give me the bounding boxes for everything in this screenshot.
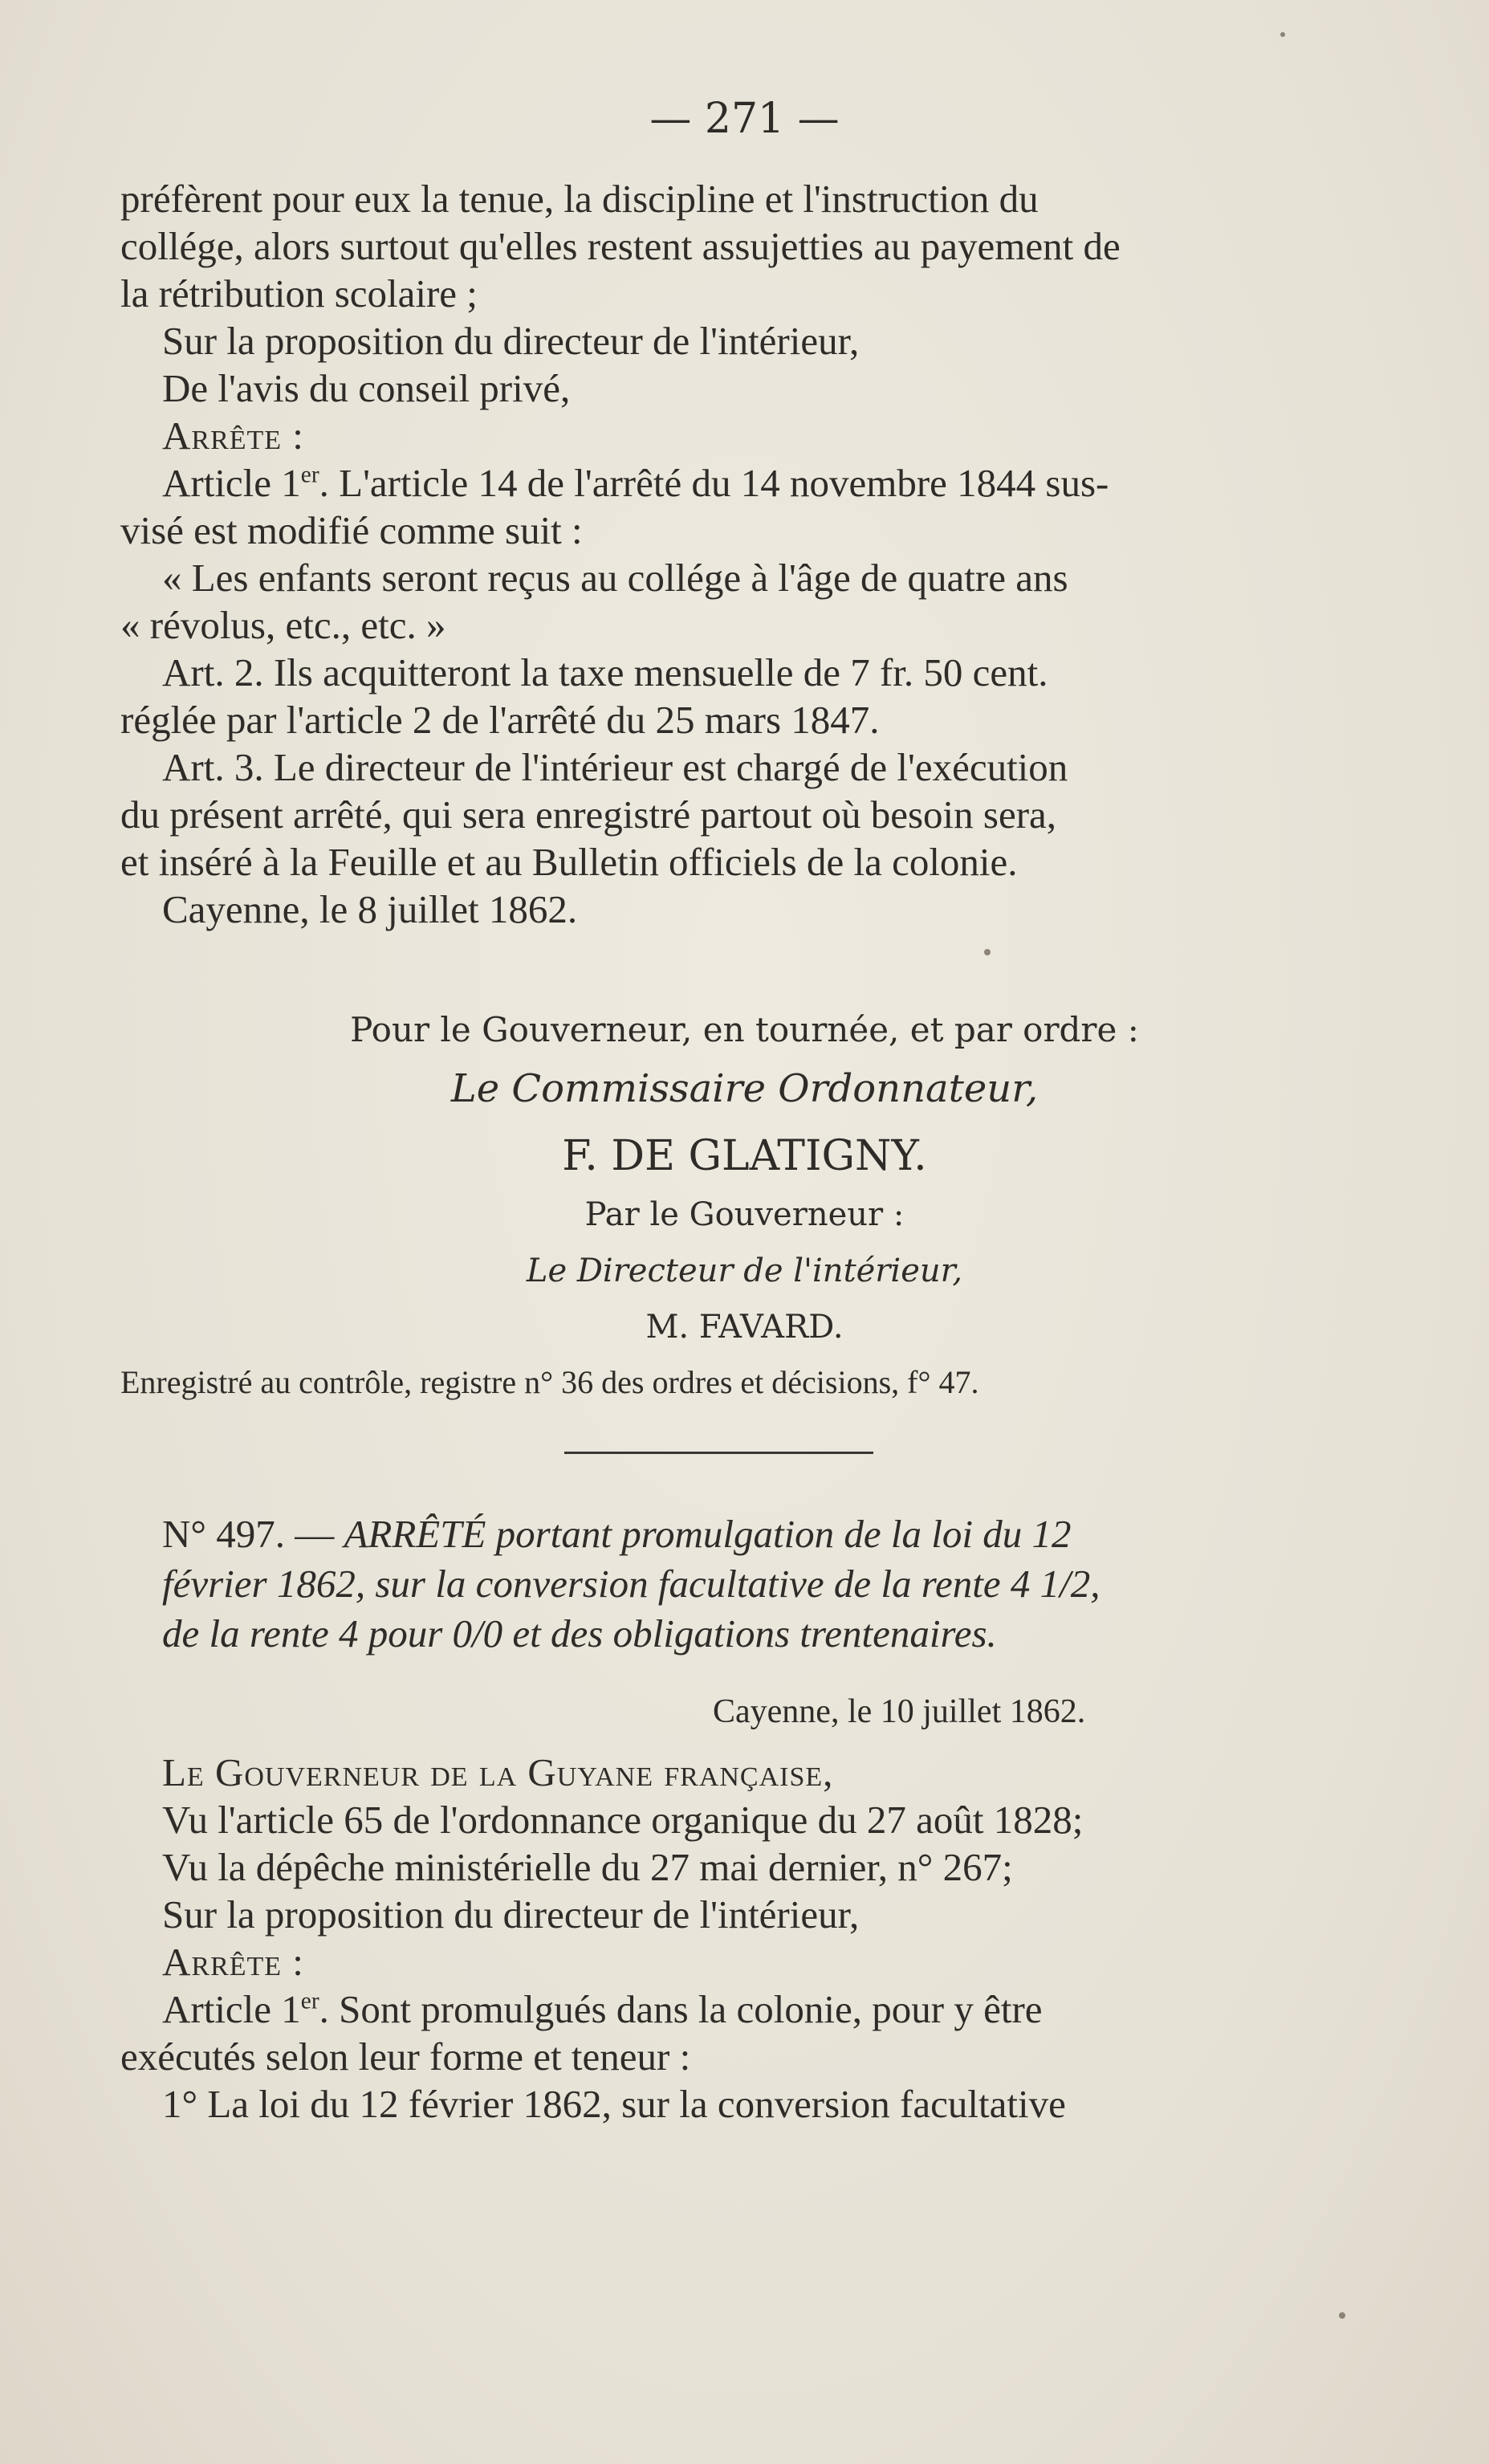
enregistrement-note: Enregistré au contrôle, registre n° 36 des ordres et décisions, f° 47.: [120, 1364, 979, 1400]
decree-title-line: de la rente 4 pour 0/0 et des obligations trentenaires.: [162, 1611, 997, 1656]
article-3: Art. 3. Le directeur de l'intérieur est chargé de l'exécution: [162, 745, 1068, 789]
pour-gouverneur: Pour le Gouverneur, en tournée, et par ordre :: [350, 1010, 1139, 1049]
directeur-title: Le Directeur de l'intérieur,: [526, 1252, 963, 1289]
decree-date: Cayenne, le 8 juillet 1862.: [162, 887, 578, 931]
article-3-cont: du présent arrêté, qui sera enregistré partout où besoin sera,: [120, 792, 1057, 837]
arrete-label: Arrête :: [162, 413, 304, 458]
ink-speck: [984, 949, 991, 955]
article-2-cont: réglée par l'article 2 de l'arrêté du 25 mars 1847.: [120, 698, 880, 742]
text-line: la rétribution scolaire ;: [120, 271, 478, 316]
decree-title-line: février 1862, sur la conversion facultative de la rente 4 1/2,: [162, 1562, 1100, 1606]
section-divider: [564, 1452, 873, 1454]
article-1: Article 1er. Sont promulgués dans la colonie, pour y être: [162, 1987, 1043, 2031]
sur-proposition: Sur la proposition du directeur de l'intérieur,: [162, 319, 860, 363]
commissaire-title: Le Commissaire Ordonnateur,: [450, 1066, 1039, 1111]
par-gouverneur: Par le Gouverneur :: [584, 1196, 905, 1233]
decree-date: Cayenne, le 10 juillet 1862.: [713, 1693, 1086, 1730]
decree-497-heading: [120, 1509, 1341, 1659]
directeur-name: M. FAVARD.: [645, 1309, 844, 1346]
list-item: 1° La loi du 12 février 1862, sur la conversion facultative: [162, 2082, 1066, 2126]
vu-line: Vu l'article 65 de l'ordonnance organique du 27 août 1828;: [162, 1798, 1084, 1842]
decree-continuation: [120, 175, 1341, 933]
text-line: préfèrent pour eux la tenue, la discipline et l'instruction du: [120, 177, 1039, 221]
decree-title-line: N° 497. — ARRÊTÉ portant promulgation de la loi du 12: [162, 1512, 1072, 1556]
sur-proposition: Sur la proposition du directeur de l'intérieur,: [162, 1892, 860, 1937]
article-2: Art. 2. Ils acquitteront la taxe mensuelle de 7 fr. 50 cent.: [162, 650, 1048, 694]
arrete-label: Arrête :: [162, 1940, 304, 1984]
page-number: — 271 —: [649, 95, 840, 143]
avis-conseil: De l'avis du conseil privé,: [162, 366, 571, 410]
ink-speck: [1280, 32, 1285, 37]
article-1-cont: exécutés selon leur forme et teneur :: [120, 2034, 691, 2079]
decree-number: N° 497. —: [162, 1512, 335, 1556]
vu-line: Vu la dépêche ministérielle du 27 mai dernier, n° 267;: [162, 1845, 1013, 1889]
article-1-cont: visé est modifié comme suit :: [120, 508, 583, 552]
commissaire-name: F. DE GLATIGNY.: [562, 1132, 927, 1180]
gouverneur-line: Le Gouverneur de la Guyane française,: [162, 1750, 834, 1794]
text-line: collége, alors surtout qu'elles restent assujetties au payement de: [120, 224, 1121, 268]
ink-speck: [1339, 2312, 1345, 2319]
quote-line: « Les enfants seront reçus au collége à l'âge de quatre ans: [162, 556, 1068, 600]
quote-line: « révolus, etc., etc. »: [120, 603, 446, 647]
decree-497-body: [120, 1749, 1341, 2128]
article-1: Article 1er. L'article 14 de l'arrêté du 14 novembre 1844 sus-: [162, 461, 1109, 505]
article-3-cont: et inséré à la Feuille et au Bulletin officiels de la colonie.: [120, 840, 1018, 884]
